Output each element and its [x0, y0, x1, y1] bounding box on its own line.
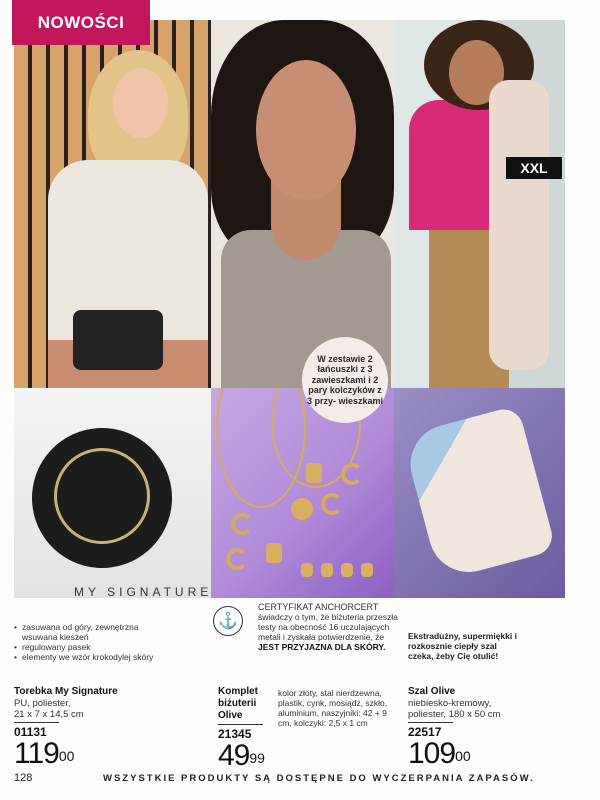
photo-model-with-bag — [14, 20, 211, 388]
product-scarf — [408, 686, 598, 769]
product-desc: niebiesko-kremowy, — [408, 698, 492, 709]
divider — [218, 724, 263, 725]
product-desc: 21 x 7 x 14,5 cm — [14, 709, 84, 720]
price-cents: 99 — [249, 750, 265, 766]
product-code: 01131 — [14, 725, 47, 739]
list-item: • zasuwana od góry, zewnętrzna wsuwana kieszeń — [14, 622, 149, 642]
footer-note: WSZYSTKIE PRODUKTY SĄ DOSTĘPNE DO WYCZERPANIA ZAPASÓW. — [103, 773, 535, 784]
photo-model-with-scarf — [394, 20, 565, 388]
divider — [408, 722, 453, 723]
product-details: kolor złoty, stal nierdzewna, plastik, cynk, mosiądz, szkło, aluminium, naszyjniki: 42 + 9 cm, kolczyki: 2,5 x 1 cm — [278, 688, 388, 728]
product-price — [14, 739, 204, 769]
product-desc: PU, poliester, — [14, 698, 71, 709]
product-code: 21345 — [218, 727, 252, 741]
price-cents: 00 — [455, 748, 471, 764]
product-photo-scarf — [394, 388, 565, 598]
scarf-note — [408, 631, 568, 661]
certificate-emphasis: JEST PRZYJAZNA DLA SKÓRY. — [258, 642, 386, 652]
product-desc: poliester, 180 x 50 cm — [408, 709, 501, 720]
list-item: • elementy we wzór krokodylej skóry — [14, 652, 153, 662]
list-item: • regulowany pasek — [14, 642, 153, 652]
product-code: 22517 — [408, 725, 442, 739]
photo-model-with-jewelry — [211, 20, 394, 388]
product-price — [408, 739, 598, 769]
scarf-note-rest: czeka, żeby Cię otulić! — [408, 651, 499, 661]
set-contents-text: W zestawie 2 łańcuszki z 3 zawieszkami i 2 pary kolczyków z 3 przy- wieszkami — [306, 353, 384, 406]
price-cents: 00 — [58, 748, 75, 764]
bag-features-list — [14, 622, 153, 662]
certificate-title: CERTYFIKAT ANCHORCERT — [258, 602, 379, 612]
page-number: 128 — [14, 772, 33, 784]
size-badge: XXL — [506, 157, 562, 179]
product-bag — [14, 686, 204, 769]
product-jewelry-set — [218, 686, 278, 771]
price-main: 109 — [408, 737, 456, 770]
anchor-icon: ⚓ — [213, 606, 243, 636]
product-photo-bag — [14, 388, 211, 598]
product-name: Komplet biżuterii Olive — [218, 686, 258, 721]
scarf-note-bold: Ekstradużny, supermiękki i rozkosznie ciepły szal — [408, 631, 517, 651]
certificate-body: świadczy o tym, że biżuteria przeszła testy na obecność 16 uczulających metali i zyskała potwierdzenie, że — [258, 612, 398, 642]
price-main: 49 — [218, 739, 250, 772]
set-contents-bubble — [302, 337, 388, 423]
product-name: Szal Olive — [408, 686, 456, 697]
product-photo-jewelry — [211, 388, 394, 598]
section-label: NOWOŚCI — [12, 0, 150, 45]
product-name: Torebka My Signature — [14, 686, 118, 697]
price-main: 119 — [14, 737, 59, 770]
product-price — [218, 741, 278, 771]
brand-mark: MY SIGNATURE — [74, 585, 213, 599]
divider — [14, 722, 59, 723]
